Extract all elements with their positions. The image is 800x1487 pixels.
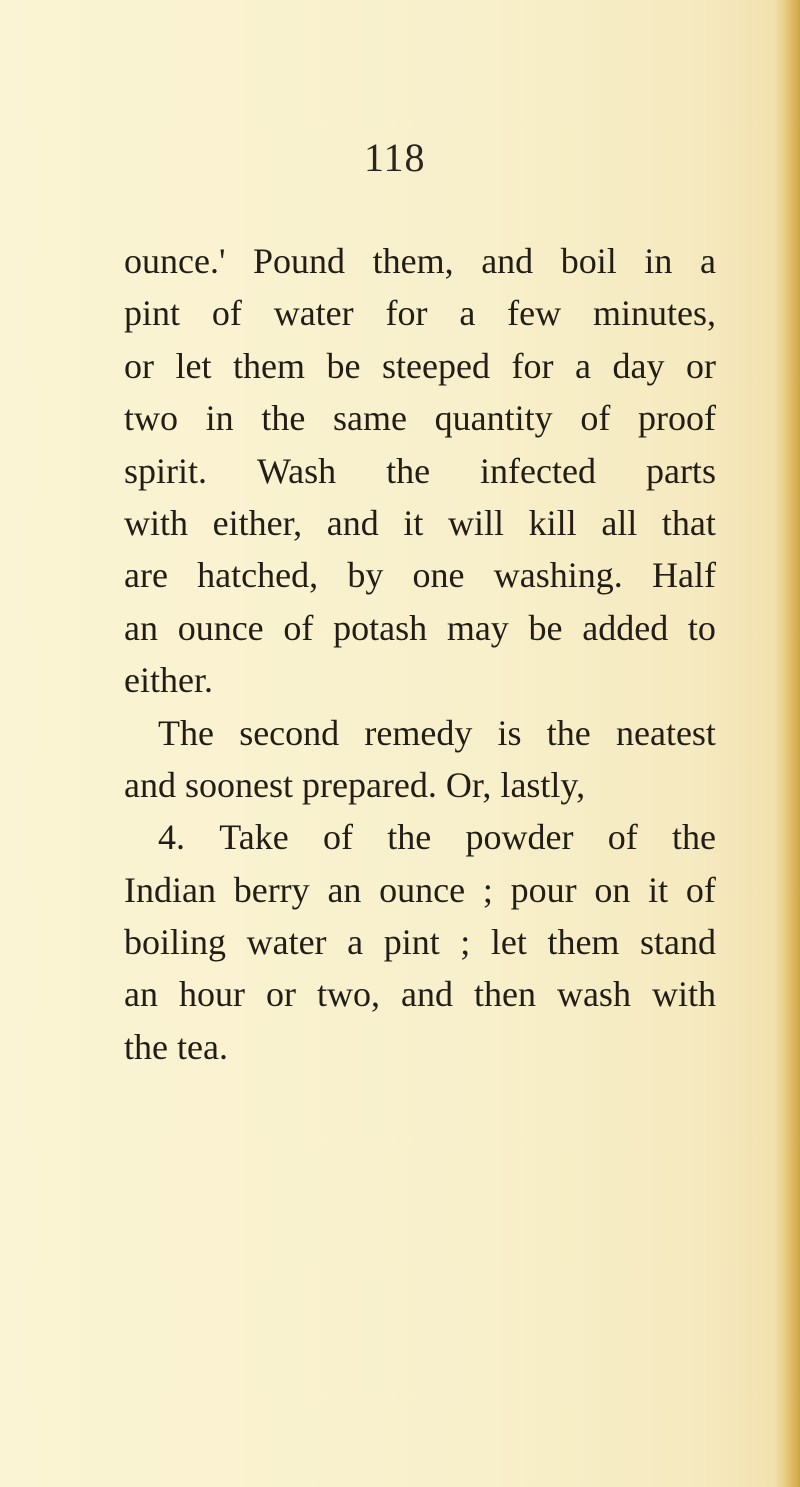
word: of bbox=[580, 398, 611, 439]
word: it bbox=[403, 502, 424, 543]
word: one bbox=[412, 555, 465, 596]
text-line bbox=[124, 287, 716, 339]
word: minutes, bbox=[592, 293, 716, 334]
word: Pound bbox=[253, 241, 346, 281]
word: of bbox=[283, 607, 314, 648]
text-line bbox=[124, 235, 716, 287]
word: water bbox=[246, 922, 327, 963]
word: ounce.' bbox=[124, 241, 226, 281]
word: with bbox=[124, 502, 189, 543]
word: with bbox=[651, 974, 716, 1015]
word: either, bbox=[212, 502, 303, 543]
word: two bbox=[124, 398, 178, 439]
word: The bbox=[158, 712, 214, 753]
word: boiling bbox=[124, 922, 227, 963]
page-edge-shading bbox=[774, 0, 800, 1487]
word: ounce bbox=[379, 869, 466, 910]
word: the bbox=[387, 817, 432, 858]
word: remedy bbox=[364, 712, 473, 753]
word: ounce bbox=[177, 607, 264, 648]
word: all bbox=[601, 502, 638, 543]
word: them, bbox=[372, 241, 454, 281]
word: or bbox=[685, 345, 716, 386]
word: water bbox=[273, 293, 354, 334]
word: for bbox=[385, 293, 428, 334]
word: neatest bbox=[615, 712, 716, 753]
word: let bbox=[175, 345, 212, 386]
text-line bbox=[124, 392, 716, 444]
word: that bbox=[661, 502, 716, 543]
text-line bbox=[124, 340, 716, 392]
word: stand bbox=[640, 922, 716, 963]
word: on bbox=[594, 869, 631, 910]
word: berry bbox=[233, 869, 310, 910]
word: pour bbox=[510, 869, 577, 910]
text-line bbox=[124, 916, 716, 968]
word: the bbox=[546, 712, 591, 753]
word: the bbox=[261, 398, 306, 439]
word: and bbox=[400, 974, 453, 1015]
word: them bbox=[233, 345, 305, 386]
word: in bbox=[205, 398, 234, 439]
word: and bbox=[326, 502, 379, 543]
text-line bbox=[124, 707, 716, 759]
word: them bbox=[547, 922, 620, 963]
word: be bbox=[528, 607, 563, 648]
word: steeped bbox=[382, 345, 490, 386]
text-line bbox=[124, 497, 716, 549]
word: spirit. bbox=[124, 450, 208, 491]
word: in bbox=[644, 241, 673, 281]
word: powder bbox=[465, 817, 574, 858]
word: the bbox=[671, 817, 716, 858]
word: by bbox=[347, 555, 384, 596]
word: for bbox=[511, 345, 554, 386]
word: added bbox=[582, 607, 669, 648]
word: an bbox=[327, 869, 362, 910]
word: it bbox=[648, 869, 669, 910]
word: an bbox=[124, 607, 158, 648]
text-line bbox=[124, 602, 716, 654]
text-line bbox=[124, 549, 716, 601]
word: two, bbox=[316, 974, 380, 1015]
word: Indian bbox=[124, 869, 216, 910]
word: of bbox=[322, 817, 353, 858]
word: few bbox=[507, 293, 562, 334]
word: a bbox=[574, 345, 591, 386]
word: a bbox=[699, 241, 716, 281]
word: of bbox=[685, 869, 716, 910]
word: let bbox=[490, 922, 527, 963]
text-line: and soonest prepared. Or, lastly, bbox=[124, 764, 586, 805]
word: infected bbox=[480, 450, 596, 491]
word: then bbox=[473, 974, 536, 1015]
word: or bbox=[124, 345, 154, 386]
word: pint bbox=[383, 922, 440, 963]
text-line bbox=[124, 811, 716, 863]
word: ; bbox=[460, 922, 471, 963]
word: hatched, bbox=[197, 555, 319, 596]
word: the bbox=[386, 450, 431, 491]
word: parts bbox=[645, 450, 716, 491]
word: and bbox=[481, 241, 534, 281]
text-line bbox=[124, 864, 716, 916]
word: 4. bbox=[158, 817, 185, 858]
word: or bbox=[265, 974, 296, 1015]
word: will bbox=[448, 502, 505, 543]
word: hour bbox=[178, 974, 245, 1015]
word: ; bbox=[482, 869, 493, 910]
word: an bbox=[124, 974, 158, 1015]
word: of bbox=[607, 817, 638, 858]
word: proof bbox=[637, 398, 716, 439]
word: be bbox=[326, 345, 361, 386]
word: washing. bbox=[493, 555, 623, 596]
body-text bbox=[124, 235, 716, 1073]
word: boil bbox=[560, 241, 617, 281]
text-line: either. bbox=[124, 660, 213, 701]
word: pint bbox=[124, 293, 181, 334]
word: a bbox=[347, 922, 364, 963]
word: same bbox=[333, 398, 407, 439]
word: quantity bbox=[434, 398, 553, 439]
word: kill bbox=[528, 502, 577, 543]
word: potash bbox=[333, 607, 428, 648]
text-line bbox=[124, 445, 716, 497]
word: are bbox=[124, 555, 168, 596]
word: may bbox=[446, 607, 509, 648]
word: to bbox=[687, 607, 716, 648]
word: a bbox=[459, 293, 476, 334]
word: Take bbox=[219, 817, 289, 858]
word: is bbox=[497, 712, 522, 753]
text-line bbox=[124, 968, 716, 1020]
text-line: the tea. bbox=[124, 1026, 228, 1067]
word: second bbox=[239, 712, 340, 753]
word: Half bbox=[651, 555, 716, 596]
page-number: 118 bbox=[364, 135, 426, 180]
word: wash bbox=[556, 974, 631, 1015]
word: day bbox=[612, 345, 665, 386]
word: of bbox=[211, 293, 242, 334]
word: Wash bbox=[257, 450, 337, 491]
